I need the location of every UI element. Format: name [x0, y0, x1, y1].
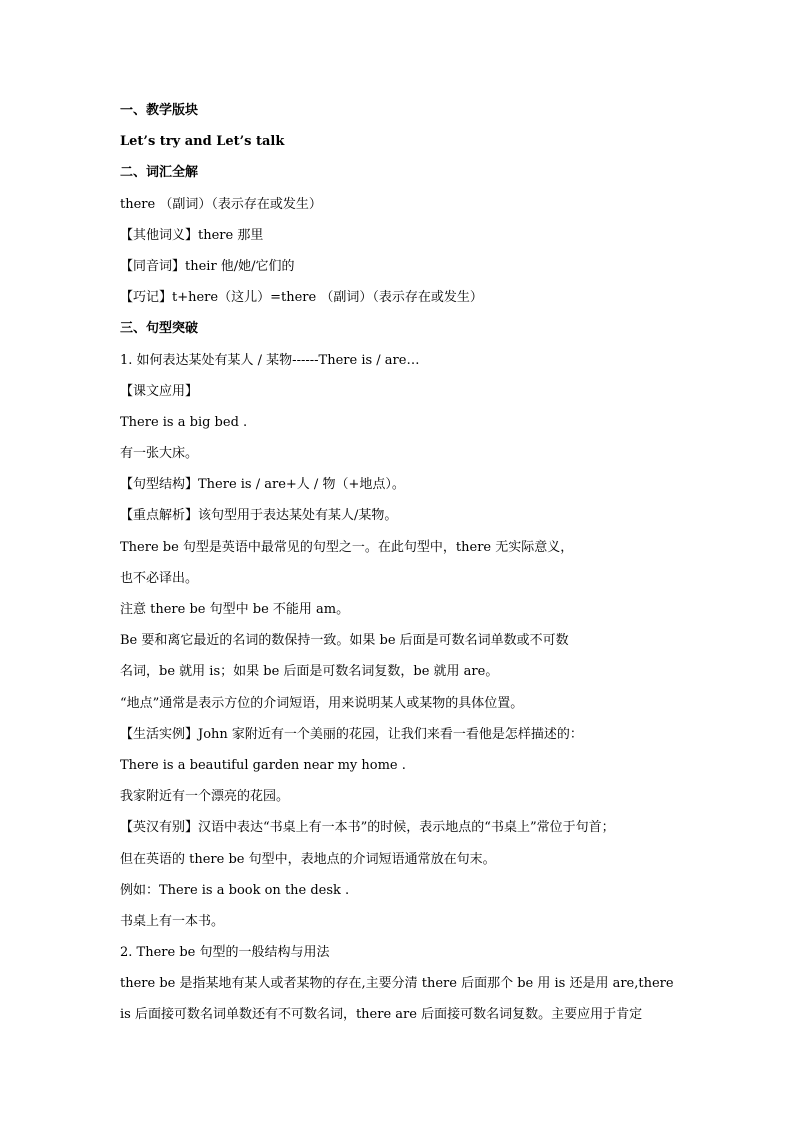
text-line: 有一张大床。	[120, 446, 199, 462]
section-heading: 二、词汇全解	[120, 165, 199, 181]
section-heading: Let’s try and Let’s talk	[120, 134, 285, 150]
text-line: 2. There be 句型的一般结构与用法	[120, 945, 330, 961]
text-line: There is a big bed .	[120, 414, 248, 430]
text-line: 书桌上有一本书。	[120, 913, 225, 929]
text-line: 【课文应用】	[120, 383, 199, 399]
text-line: 【其他词义】there 那里	[120, 227, 264, 243]
text-line: 【英汉有别】汉语中表达“书桌上有一本书”的时候，表示地点的“书桌上”常位于句首；	[120, 820, 615, 836]
text-line: is 后面接可数名词单数还有不可数名词，there are 后面接可数名词复数。主要应用于肯定	[120, 1007, 643, 1023]
text-line: There be 句型是英语中最常见的句型之一。在此句型中，there 无实际意义，	[120, 539, 574, 555]
document-body	[120, 100, 690, 1036]
section-heading: 一、教学版块	[120, 103, 199, 118]
text-line: 例如：There is a book on the desk .	[120, 882, 350, 898]
text-line: 【同音词】their 他/她/它们的	[120, 258, 295, 274]
text-line: “地点”通常是表示方位的介词短语，用来说明某人或某物的具体位置。	[120, 695, 524, 711]
text-line: 注意 there be 句型中 be 不能用 am。	[120, 602, 350, 617]
text-line: 名词，be 就用 is；如果 be 后面是可数名词复数，be 就用 are。	[120, 664, 499, 680]
section-heading: 三、句型突破	[120, 321, 199, 337]
text-line: 我家附近有一个漂亮的花园。	[120, 789, 290, 805]
text-line: 【巧记】t+here（这儿）=there （副词）（表示存在或发生）	[120, 290, 483, 306]
text-line: 【生活实例】John 家附近有一个美丽的花园，让我们来看一看他是怎样描述的：	[120, 726, 583, 742]
text-line: Be 要和离它最近的名词的数保持一致。如果 be 后面是可数名词单数或不可数	[120, 633, 569, 649]
text-line: there be 是指某地有某人或者某物的存在,主要分清 there 后面那个 be 用 is 还是用 are,there	[120, 976, 674, 992]
text-line: there （副词）（表示存在或发生）	[120, 196, 322, 212]
text-line: 也不必译出。	[120, 570, 199, 586]
text-line: 【重点解析】该句型用于表达某处有某人/某物。	[120, 508, 398, 524]
text-line: 【句型结构】There is / are+人 / 物（+地点）。	[120, 477, 405, 493]
text-line: 1. 如何表达某处有某人 / 某物------There is / are…	[120, 352, 420, 368]
text-line: 但在英语的 there be 句型中，表地点的介词短语通常放在句末。	[120, 851, 496, 867]
text-line: There is a beautiful garden near my home .	[120, 757, 406, 773]
